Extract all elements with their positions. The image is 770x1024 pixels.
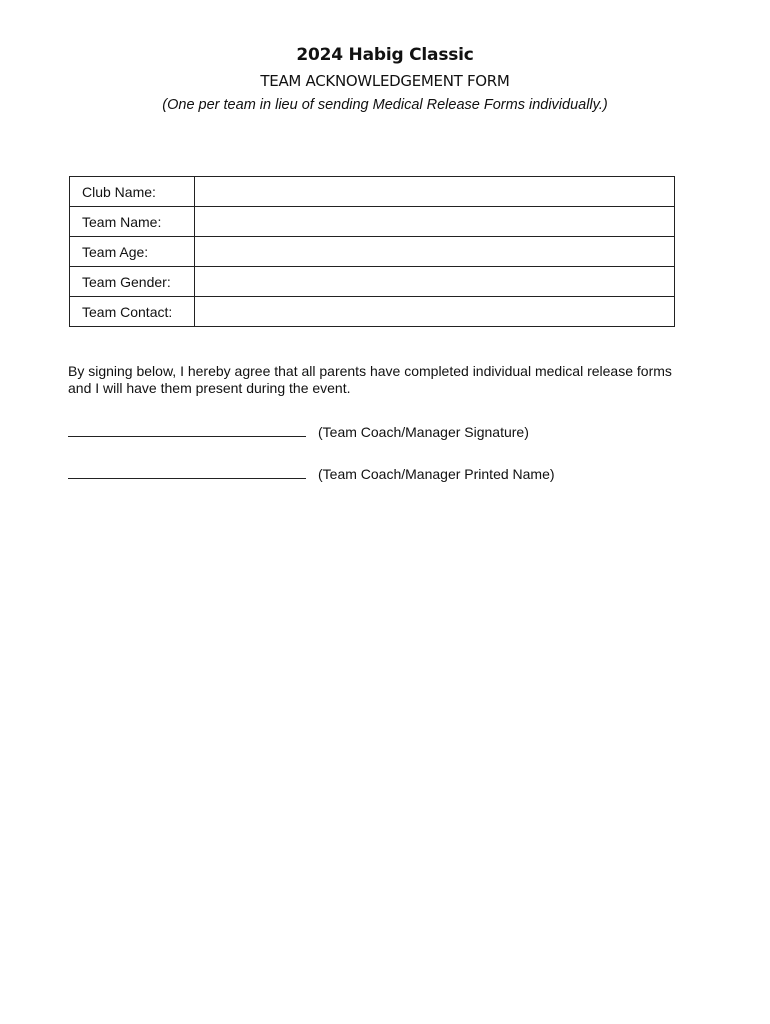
- club-name-field[interactable]: [195, 177, 675, 207]
- team-info-table: [69, 176, 675, 327]
- signature-caption: (Team Coach/Manager Signature): [318, 424, 529, 440]
- team-contact-field[interactable]: [195, 297, 675, 327]
- team-age-field[interactable]: [195, 237, 675, 267]
- table-row-team-contact: [70, 297, 675, 327]
- table-row-club-name: [70, 177, 675, 207]
- printed-name-blank[interactable]: [68, 465, 306, 479]
- team-contact-label: Team Contact:: [70, 297, 195, 327]
- table-row-team-gender: [70, 267, 675, 297]
- team-age-label: Team Age:: [70, 237, 195, 267]
- agreement-text: By signing below, I hereby agree that all parents have completed individual medical release forms and I will have them present during the event.: [68, 363, 672, 396]
- team-gender-label: Team Gender:: [70, 267, 195, 297]
- signature-line: [68, 423, 529, 440]
- team-name-label: Team Name:: [70, 207, 195, 237]
- team-name-field[interactable]: [195, 207, 675, 237]
- printed-name-caption: (Team Coach/Manager Printed Name): [318, 466, 555, 482]
- document-title: 2024 Habig Classic: [296, 45, 474, 65]
- team-gender-field[interactable]: [195, 267, 675, 297]
- table-row-team-age: [70, 237, 675, 267]
- signature-blank[interactable]: [68, 423, 306, 437]
- printed-name-line: [68, 465, 555, 482]
- club-name-label: Club Name:: [70, 177, 195, 207]
- table-row-team-name: [70, 207, 675, 237]
- form-note: (One per team in lieu of sending Medical Release Forms individually.): [162, 97, 608, 113]
- form-subtitle: TEAM ACKNOWLEDGEMENT FORM: [260, 72, 510, 90]
